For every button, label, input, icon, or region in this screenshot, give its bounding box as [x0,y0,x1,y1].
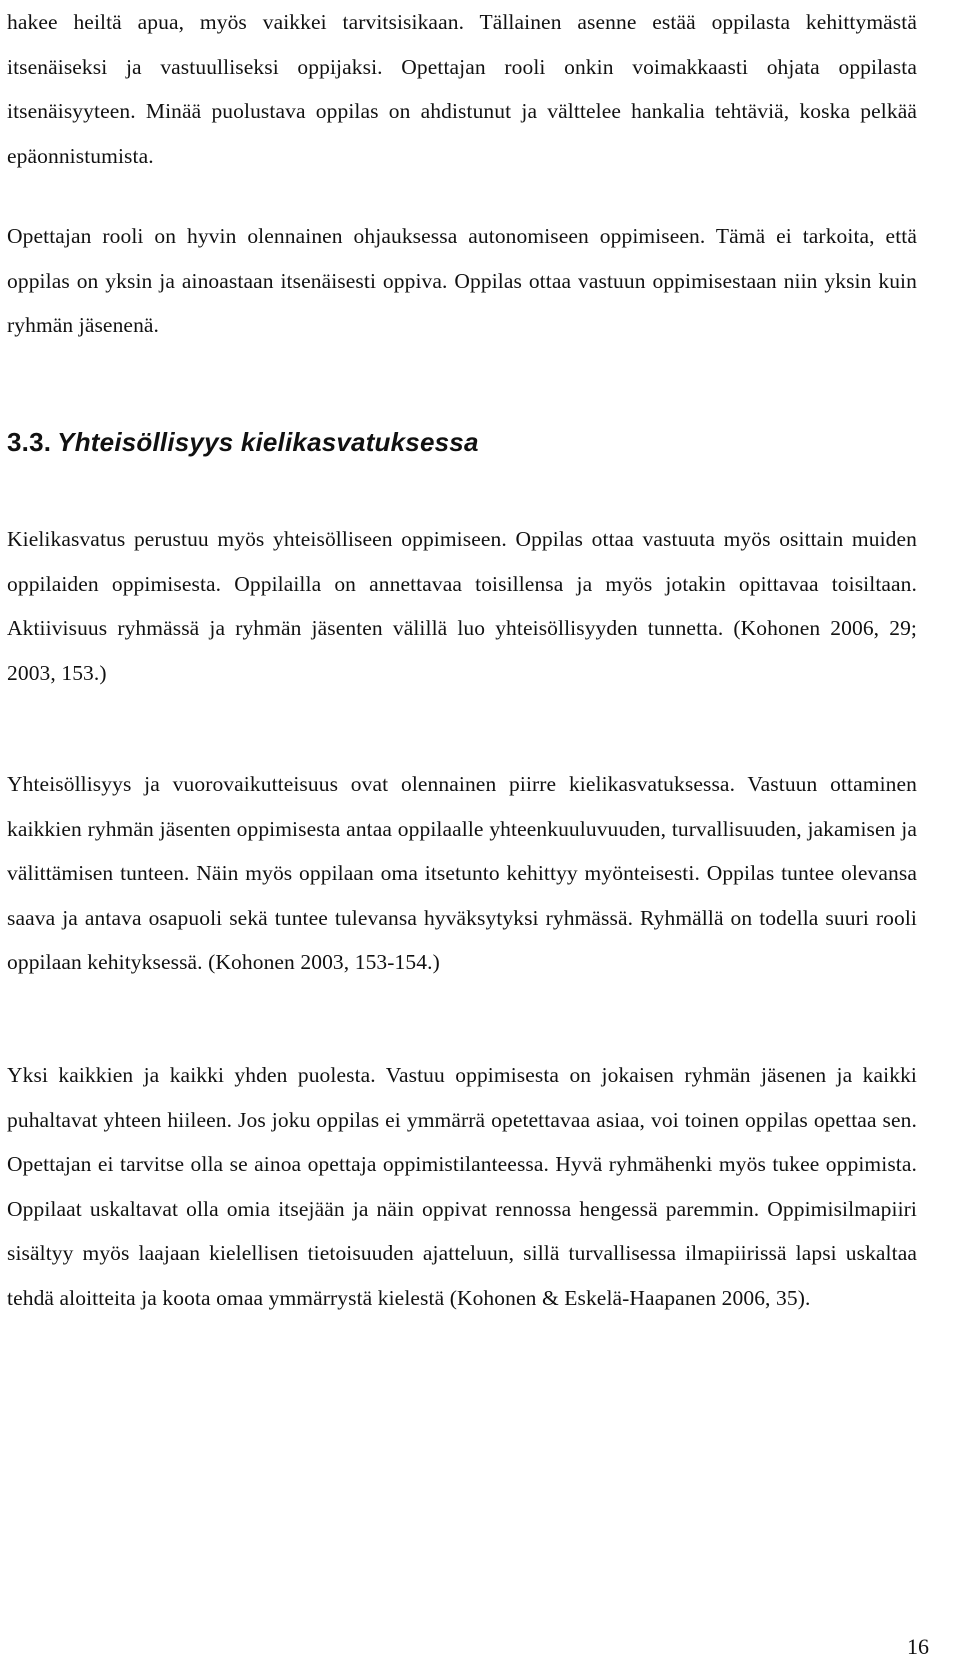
paragraph: Kielikasvatus perustuu myös yhteisölliseen oppimiseen. Oppilas ottaa vastuuta myös osittain muiden oppilaiden oppimisesta. Oppilailla on annettavaa toisillensa ja myös jotakin opittavaa toisiltaan. Aktiivisuus ryhmässä ja ryhmän jäsenten välillä luo yhteisöllisyyden tunnetta. (Kohonen 2006, 29; 2003, 153.) [7,527,917,685]
section-title: Yhteisöllisyys kielikasvatuksessa [57,427,479,457]
paragraph: Yksi kaikkien ja kaikki yhden puolesta. Vastuu oppimisesta on jokaisen ryhmän jäsenen ja kaikki puhaltavat yhteen hiileen. Jos joku oppilas ei ymmärrä opetettavaa asiaa, voi toinen oppilas opettaa sen. Opettajan ei tarvitse olla se ainoa opettaja oppimistilanteessa. Hyvä ryhmähenki myös tukee oppimista. Oppilaat uskaltavat olla omia itsejään ja näin oppivat rennossa hengessä paremmin. Oppimisilmapiiri sisältyy myös laajaan kielellisen tietoisuuden ajatteluun, sillä turvallisessa ilmapiirissä lapsi uskaltaa tehdä aloitteita ja koota omaa ymmärrystä kielestä (Kohonen & Eskelä-Haapanen 2006, 35). [7,1063,917,1310]
section-heading [7,422,479,462]
paragraph: Yhteisöllisyys ja vuorovaikutteisuus ovat olennainen piirre kielikasvatuksessa. Vastuun ottaminen kaikkien ryhmän jäsenten oppimisesta antaa oppilaalle yhteenkuuluvuuden, turvallisuuden, jakamisen ja välittämisen tunteen. Näin myös oppilaan oma itsetunto kehittyy myönteisesti. Oppilas tuntee olevansa saava ja antava osapuoli sekä tuntee tulevansa hyväksytyksi ryhmässä. Ryhmällä on todella suuri rooli oppilaan kehityksessä. (Kohonen 2003, 153-154.) [7,772,917,975]
paragraph: Opettajan rooli on hyvin olennainen ohjauksessa autonomiseen oppimiseen. Tämä ei tarkoita, että oppilas on yksin ja ainoastaan itsenäisesti oppiva. Oppilas ottaa vastuun oppimisestaan niin yksin kuin ryhmän jäsenenä. [7,224,917,338]
section-number: 3.3. [7,427,52,457]
page-number: 16 [907,1634,929,1659]
paragraph: hakee heiltä apua, myös vaikkei tarvitsisikaan. Tällainen asenne estää oppilasta kehittymästä itsenäiseksi ja vastuulliseksi oppijaksi. Opettajan rooli onkin voimakkaasti ohjata oppilasta itsenäisyyteen. Minää puolustava oppilas on ahdistunut ja välttelee hankalia tehtäviä, koska pelkää epäonnistumista. [7,10,917,168]
